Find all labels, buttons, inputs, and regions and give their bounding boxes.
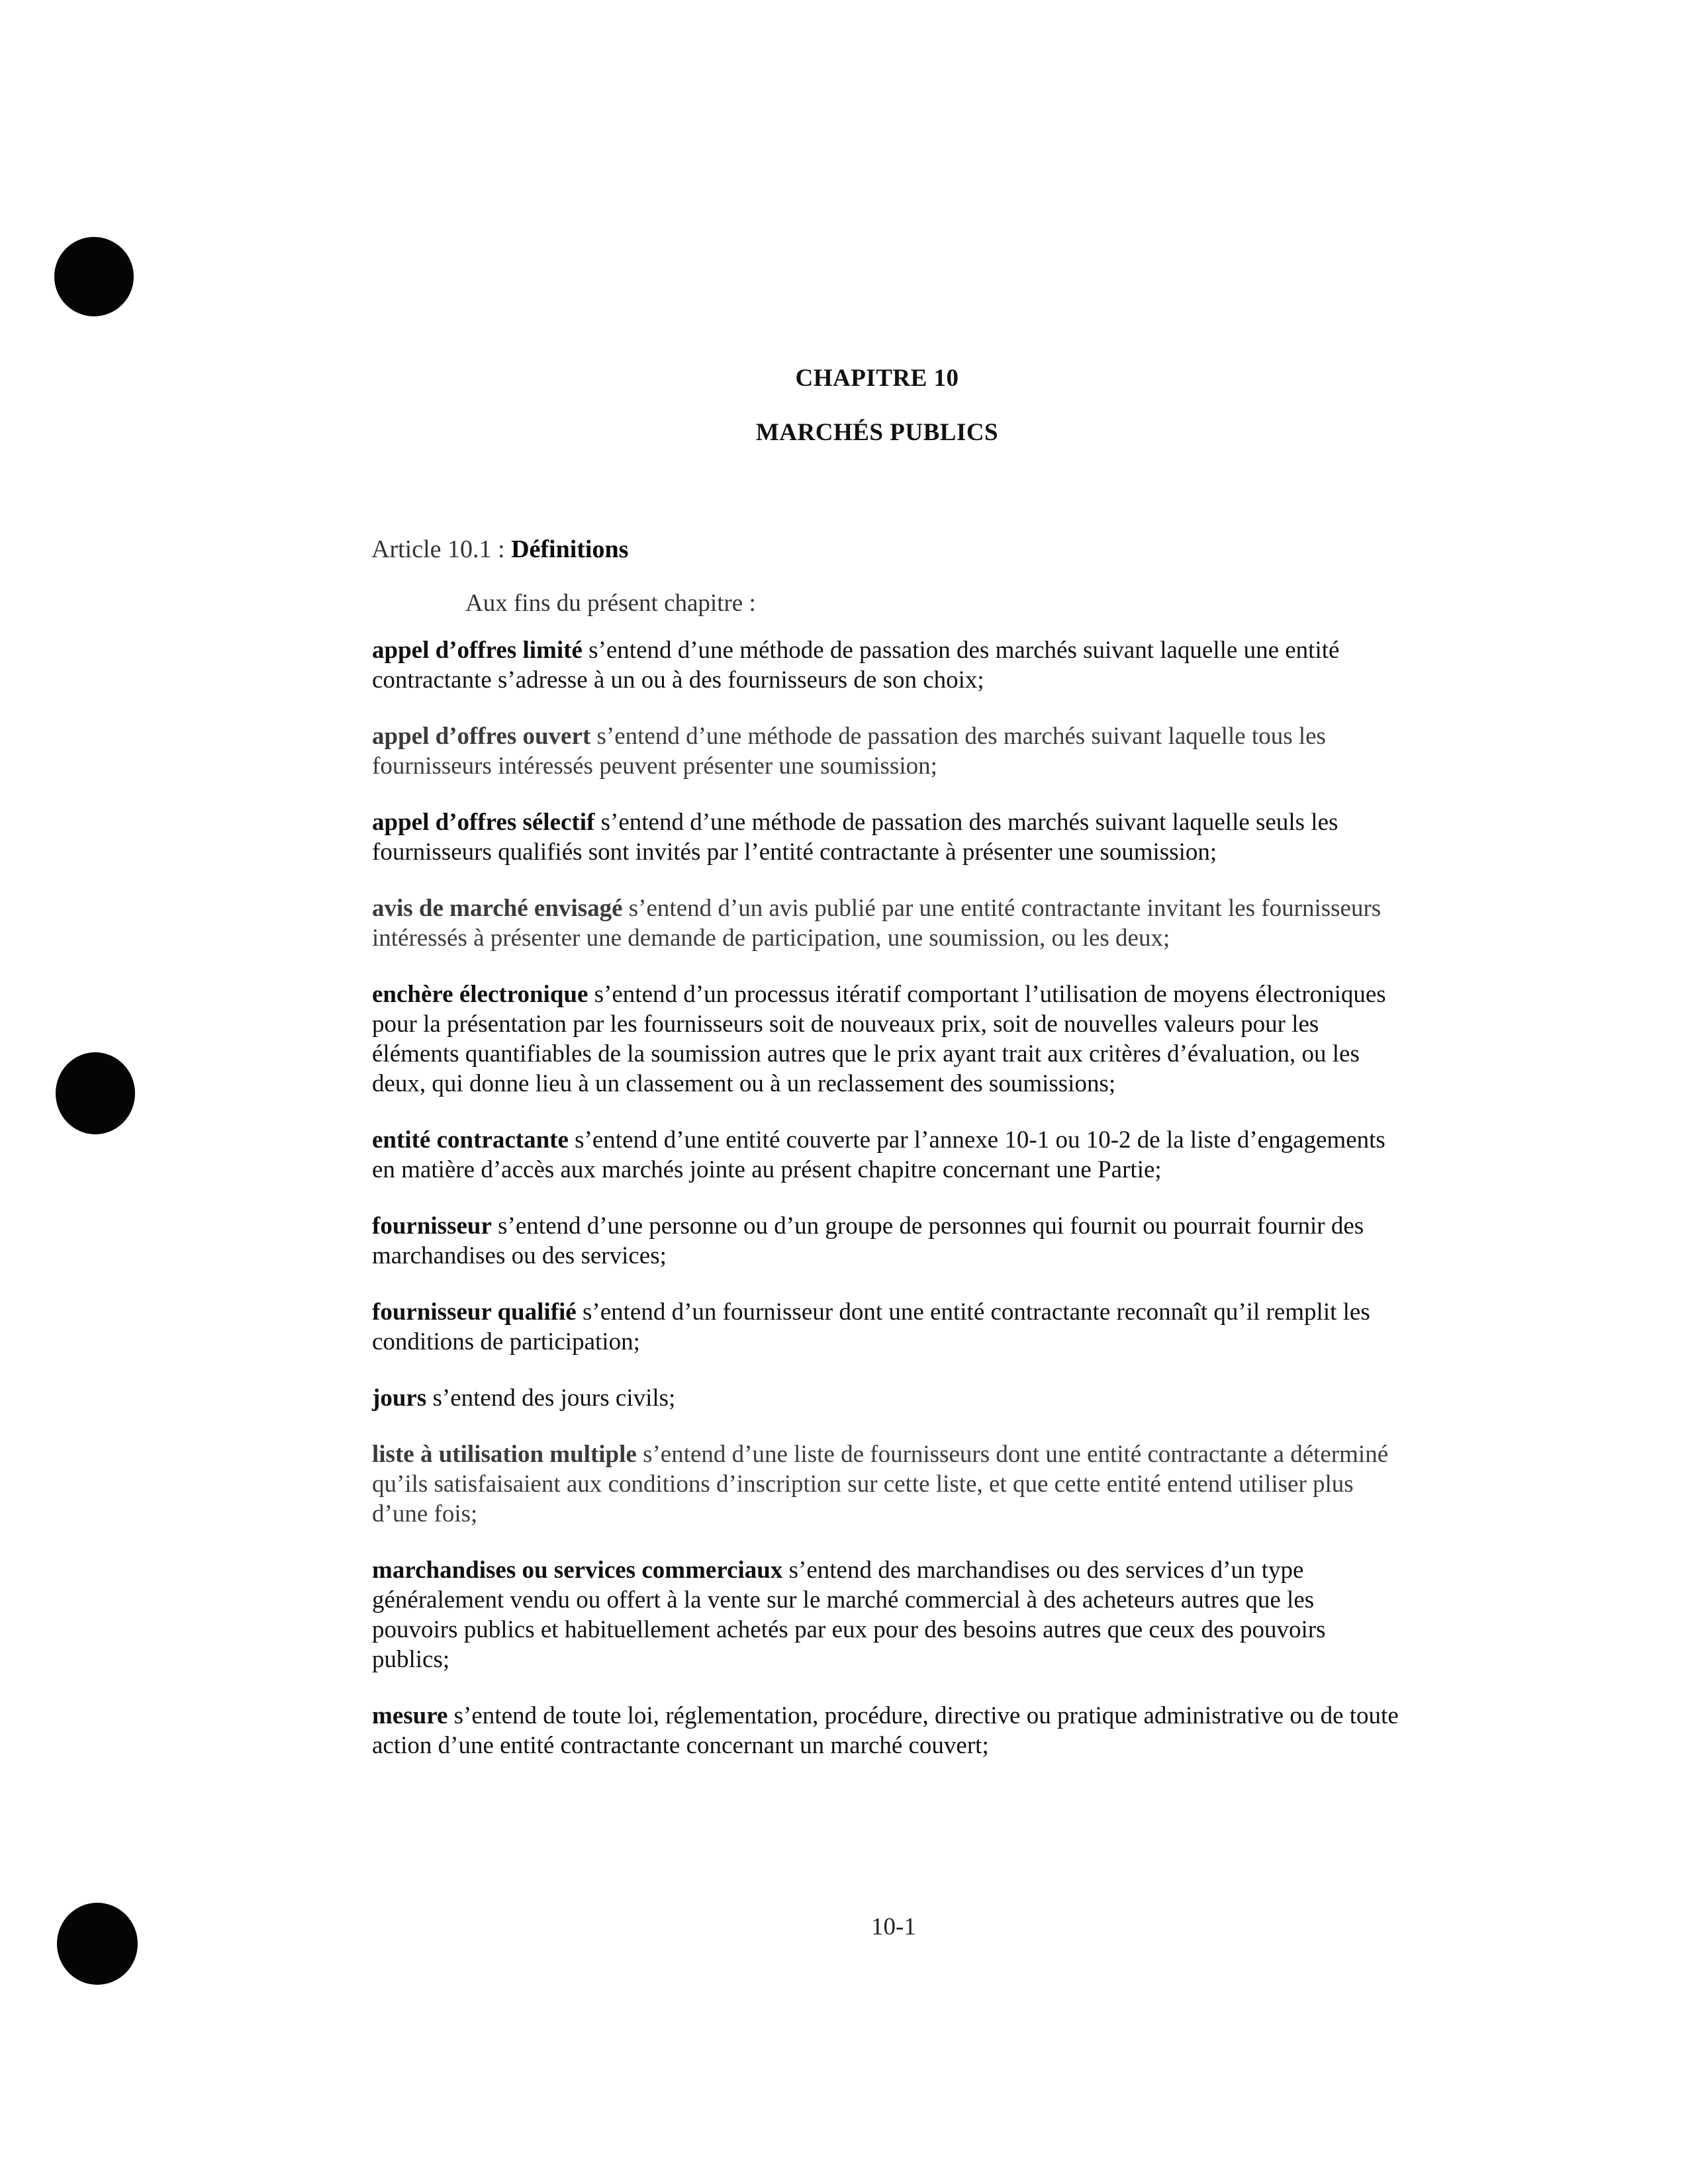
definition-item xyxy=(372,1555,1405,1674)
definition-term: appel d’offres sélectif xyxy=(372,809,595,836)
definition-term: jours xyxy=(372,1385,427,1412)
definition-term: liste à utilisation multiple xyxy=(372,1441,637,1468)
definition-term: enchère électronique xyxy=(372,981,588,1008)
binder-punch-hole xyxy=(57,1903,138,1985)
definition-text: s’entend d’une méthode de passation des marchés suivant laquelle seuls les fournisseurs qualifiés sont invités par l’entité contractante à présenter une soumission; xyxy=(372,809,1338,866)
definition-text: s’entend d’un processus itératif comportant l’utilisation de moyens électroniques pour la présentation par les fournisseurs soit de nouveaux prix, soit de nouvelles valeurs pour les éléments quantifiables de la soumission autres que le prix ayant trait aux critères d’évaluation, ou les deux, qui donne lieu à un classement ou à un reclassement des soumissions; xyxy=(372,981,1386,1097)
definition-text: s’entend des marchandises ou des services d’un type généralement vendu ou offert à la vente sur le marché commercial à des acheteurs autres que les pouvoirs publics et habituellement achetés par eux pour des besoins autres que ceux des pouvoirs publics; xyxy=(372,1557,1326,1673)
definition-item xyxy=(372,893,1405,953)
definition-item xyxy=(372,635,1405,695)
definition-text: s’entend d’une entité couverte par l’annexe 10-1 ou 10-2 de la liste d’engagements en matière d’accès aux marchés jointe au présent chapitre concernant une Partie; xyxy=(372,1126,1385,1183)
definition-item xyxy=(372,1701,1405,1760)
definition-term: appel d’offres limité xyxy=(372,637,583,664)
article-number: Article 10.1 : xyxy=(371,535,512,563)
binder-punch-hole xyxy=(54,237,134,316)
definition-text: s’entend des jours civils; xyxy=(426,1385,676,1412)
definition-term: mesure xyxy=(372,1702,448,1729)
definition-term: fournisseur xyxy=(372,1212,492,1240)
definition-text: s’entend d’un avis publié par une entité contractante invitant les fournisseurs intéressés à présenter une demande de participation, une soumission, ou les deux; xyxy=(372,895,1382,952)
definition-item xyxy=(372,1211,1405,1271)
definition-text: s’entend d’une méthode de passation des marchés suivant laquelle tous les fournisseurs intéressés peuvent présenter une soumission; xyxy=(372,723,1326,780)
definition-text: s’entend d’une liste de fournisseurs dont une entité contractante a déterminé qu’ils satisfaisaient aux conditions d’inscription sur cette liste, et que cette entité entend utiliser plus d’une fois; xyxy=(372,1441,1389,1527)
binder-punch-hole xyxy=(56,1052,135,1134)
definition-item xyxy=(372,1439,1405,1529)
definition-term: fournisseur qualifié xyxy=(372,1298,577,1326)
definition-item xyxy=(372,721,1405,781)
chapter-number: CHAPITRE 10 xyxy=(795,365,959,392)
definition-text: s’entend de toute loi, réglementation, procédure, directive ou pratique administrative ou de toute action d’une entité contractante concernant un marché couvert; xyxy=(372,1702,1399,1759)
article-name: Définitions xyxy=(511,535,629,563)
chapter-title: MARCHÉS PUBLICS xyxy=(755,419,999,446)
page-number: 10-1 xyxy=(871,1913,916,1940)
definition-text: s’entend d’un fournisseur dont une entité contractante reconnaît qu’il remplit les conditions de participation; xyxy=(372,1298,1370,1355)
definition-term: marchandises ou services commerciaux xyxy=(372,1557,783,1584)
definition-item xyxy=(372,1383,1405,1413)
definition-item xyxy=(372,1297,1405,1357)
definition-item xyxy=(372,1125,1405,1185)
definition-term: entité contractante xyxy=(372,1126,569,1154)
definition-text: s’entend d’une méthode de passation des marchés suivant laquelle une entité contractante s’adresse à un ou à des fournisseurs de son choix; xyxy=(372,637,1340,694)
definition-item xyxy=(372,807,1405,867)
definition-term: appel d’offres ouvert xyxy=(372,723,591,750)
definition-item xyxy=(372,979,1405,1099)
article-intro: Aux fins du présent chapitre : xyxy=(465,590,756,617)
article-heading xyxy=(371,535,628,564)
definition-term: avis de marché envisagé xyxy=(372,895,623,922)
definition-text: s’entend d’une personne ou d’un groupe de personnes qui fournit ou pourrait fournir des marchandises ou des services; xyxy=(372,1212,1364,1269)
definitions-list xyxy=(372,635,1405,1787)
